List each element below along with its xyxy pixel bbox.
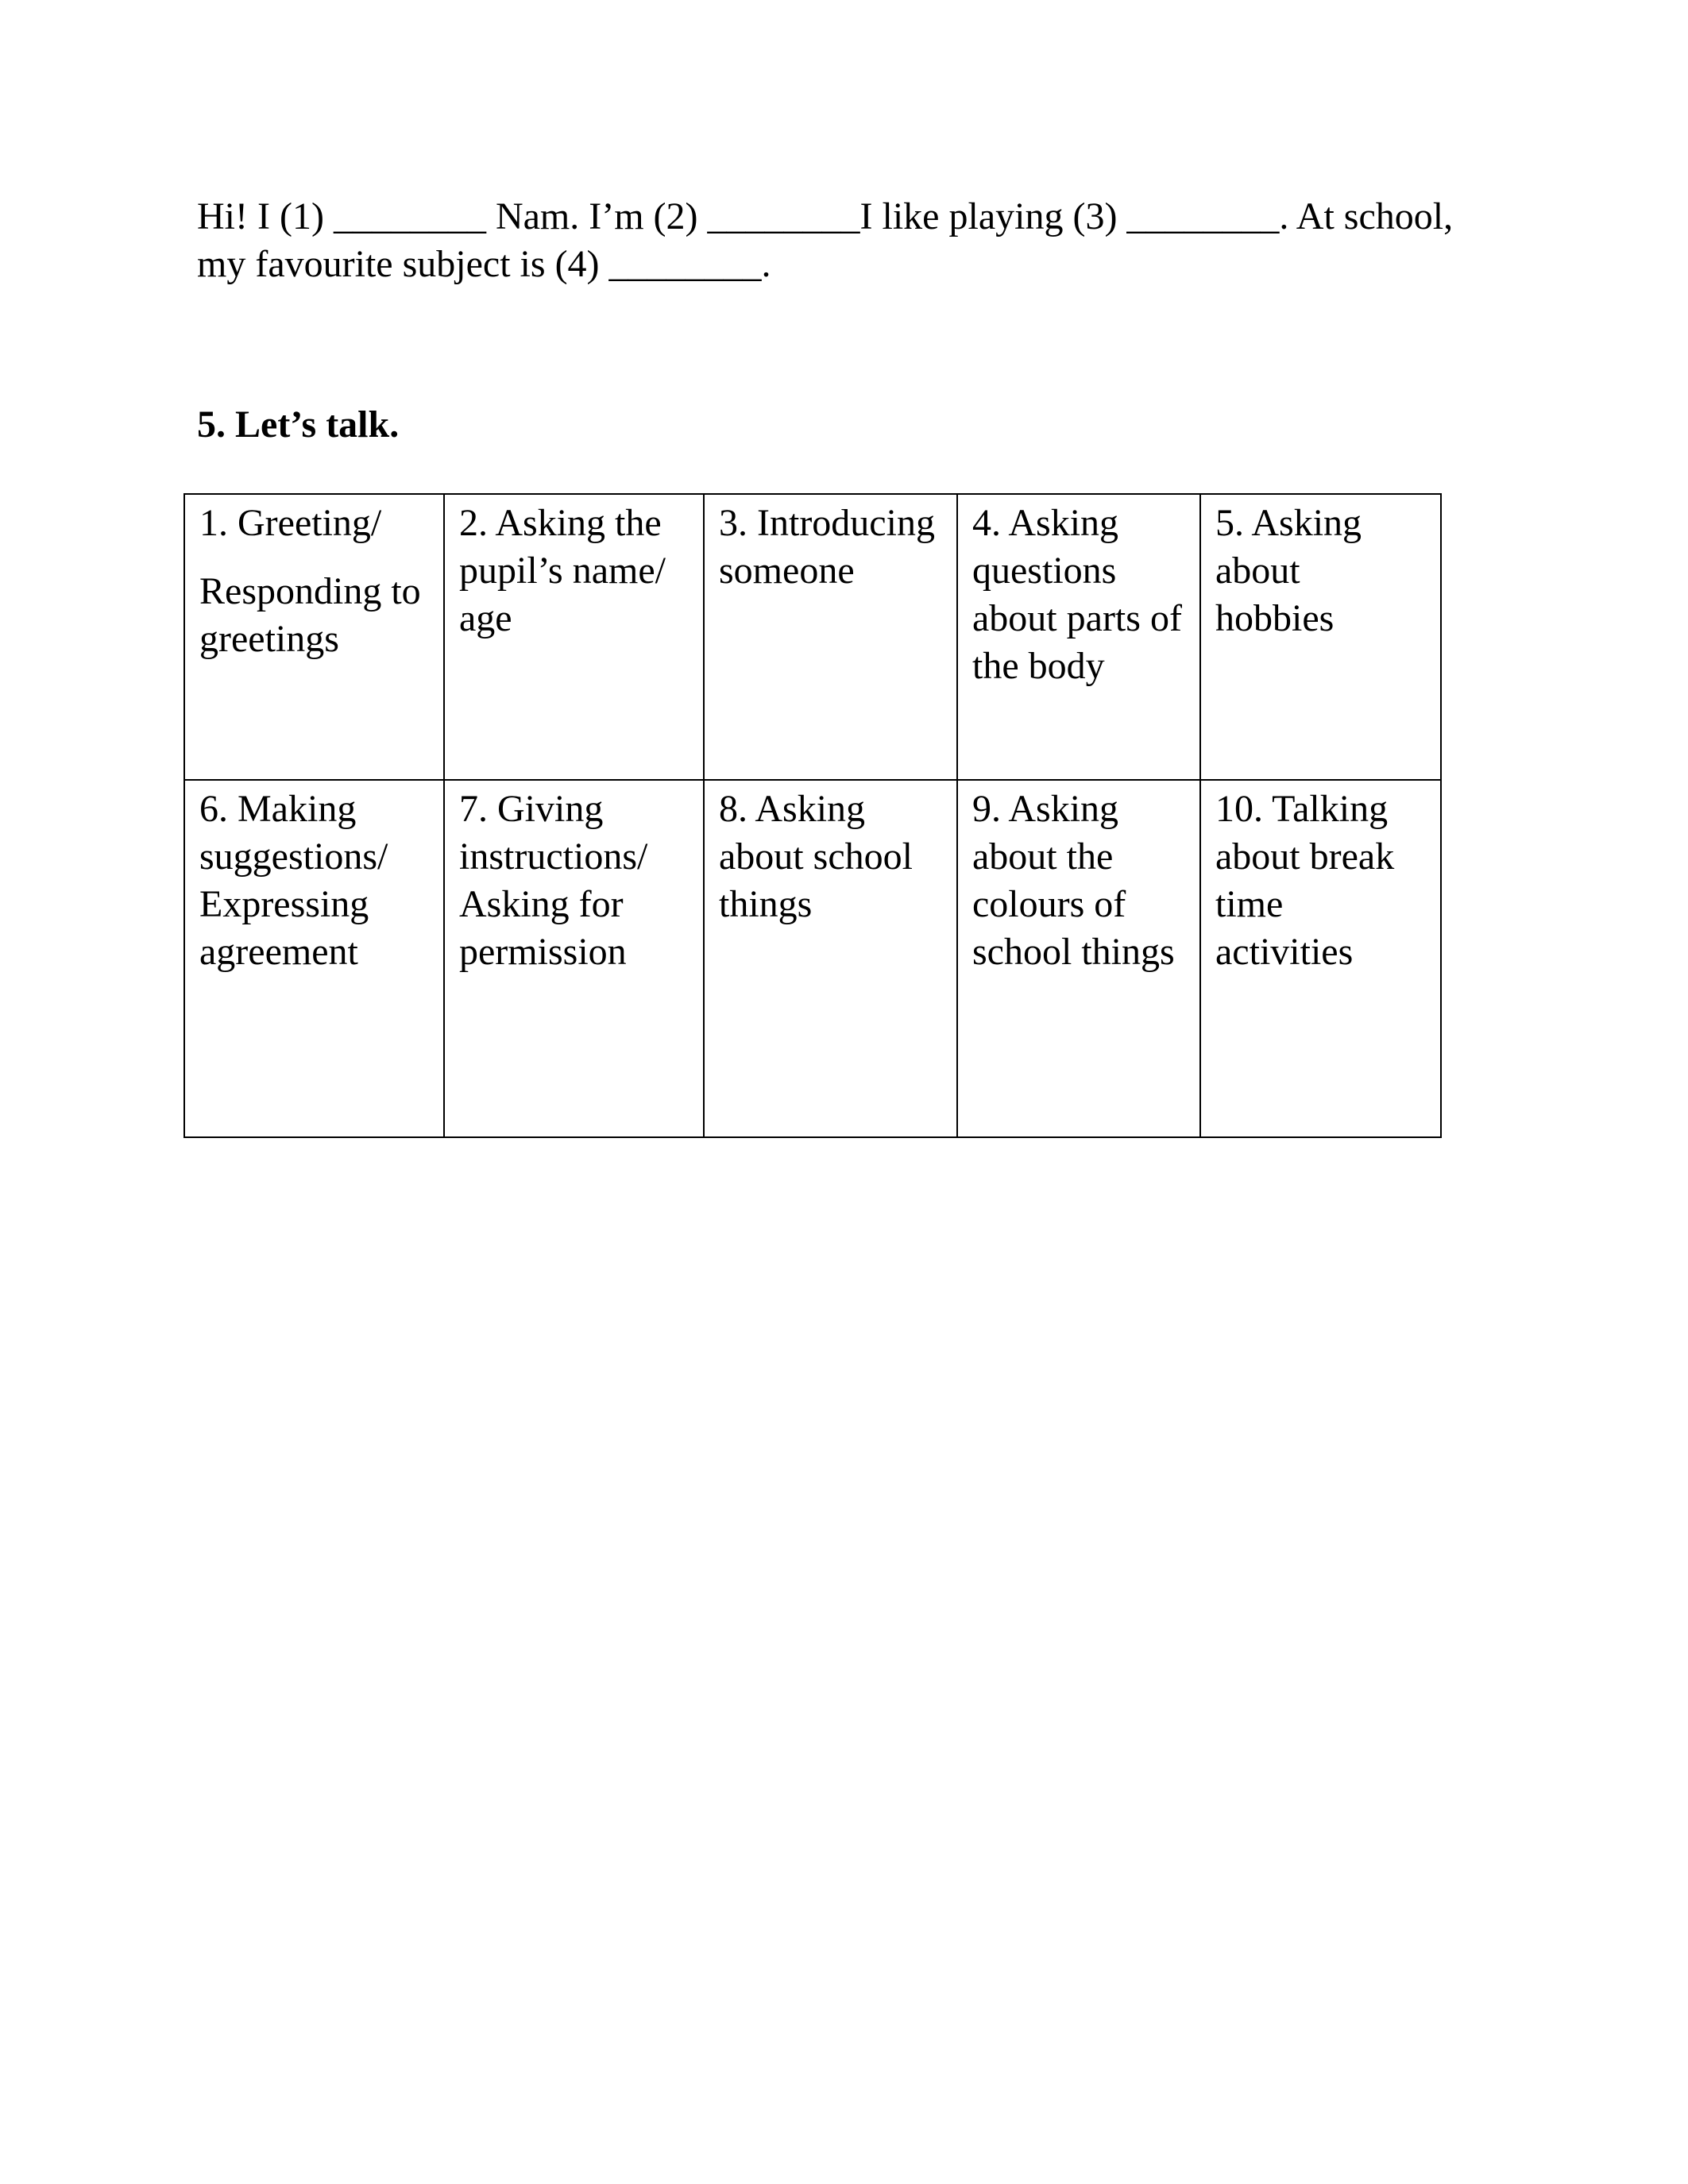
- topic-cell: [1200, 780, 1441, 1137]
- topic-cell: [184, 494, 444, 780]
- paragraph-line: Hi! I (1) ________ Nam. I’m (2) ________I like playing (3) ________. At school,: [197, 195, 1454, 237]
- topic-cell: [957, 494, 1200, 780]
- cell-text: instructions/: [459, 835, 648, 878]
- cell-text: 8. Asking: [719, 788, 866, 830]
- cell-text: 9. Asking: [972, 788, 1119, 830]
- topic-cell: [444, 780, 704, 1137]
- table-row: [184, 494, 1441, 780]
- cell-text: 4. Asking: [972, 502, 1119, 544]
- topic-cell: [957, 780, 1200, 1137]
- cell-text: about: [1215, 550, 1300, 592]
- cell-text: Asking for: [459, 883, 624, 925]
- cell-text: 2. Asking the: [459, 502, 662, 544]
- cell-text: about break: [1215, 835, 1395, 878]
- section-heading: 5. Let’s talk.: [197, 403, 400, 446]
- topic-cell: [704, 494, 957, 780]
- cell-text: suggestions/: [199, 835, 388, 878]
- cell-text: time: [1215, 883, 1284, 925]
- cell-text: things: [719, 883, 813, 925]
- cell-text: permission: [459, 931, 627, 973]
- cell-text: activities: [1215, 931, 1354, 973]
- cell-text: greetings: [199, 618, 339, 660]
- cell-text: Responding to: [199, 570, 421, 612]
- cell-text: 5. Asking: [1215, 502, 1362, 544]
- cell-text: 7. Giving: [459, 788, 604, 830]
- cell-text: the body: [972, 645, 1105, 687]
- cell-text: someone: [719, 550, 855, 592]
- cell-text: Expressing: [199, 883, 369, 925]
- cell-text: pupil’s name/: [459, 550, 666, 592]
- topic-cell: [444, 494, 704, 780]
- topic-cell: [184, 780, 444, 1137]
- cell-text: questions: [972, 550, 1117, 592]
- cell-text: 10. Talking: [1215, 788, 1389, 830]
- fill-in-paragraph: [197, 193, 1508, 288]
- cell-text: colours of: [972, 883, 1126, 925]
- paragraph-line: my favourite subject is (4) ________.: [197, 243, 771, 285]
- cell-text: 3. Introducing: [719, 502, 935, 544]
- table-row: [184, 780, 1441, 1137]
- cell-text: about school: [719, 835, 913, 878]
- topic-cell: [704, 780, 957, 1137]
- topic-cell: [1200, 494, 1441, 780]
- cell-text: 6. Making: [199, 788, 357, 830]
- cell-text: hobbies: [1215, 597, 1335, 639]
- cell-text: about parts of: [972, 597, 1182, 639]
- cell-text: 1. Greeting/: [199, 502, 382, 544]
- cell-text: age: [459, 597, 512, 639]
- cell-text: about the: [972, 835, 1114, 878]
- topics-table: [183, 493, 1442, 1138]
- cell-text: agreement: [199, 931, 358, 973]
- cell-text: school things: [972, 931, 1175, 973]
